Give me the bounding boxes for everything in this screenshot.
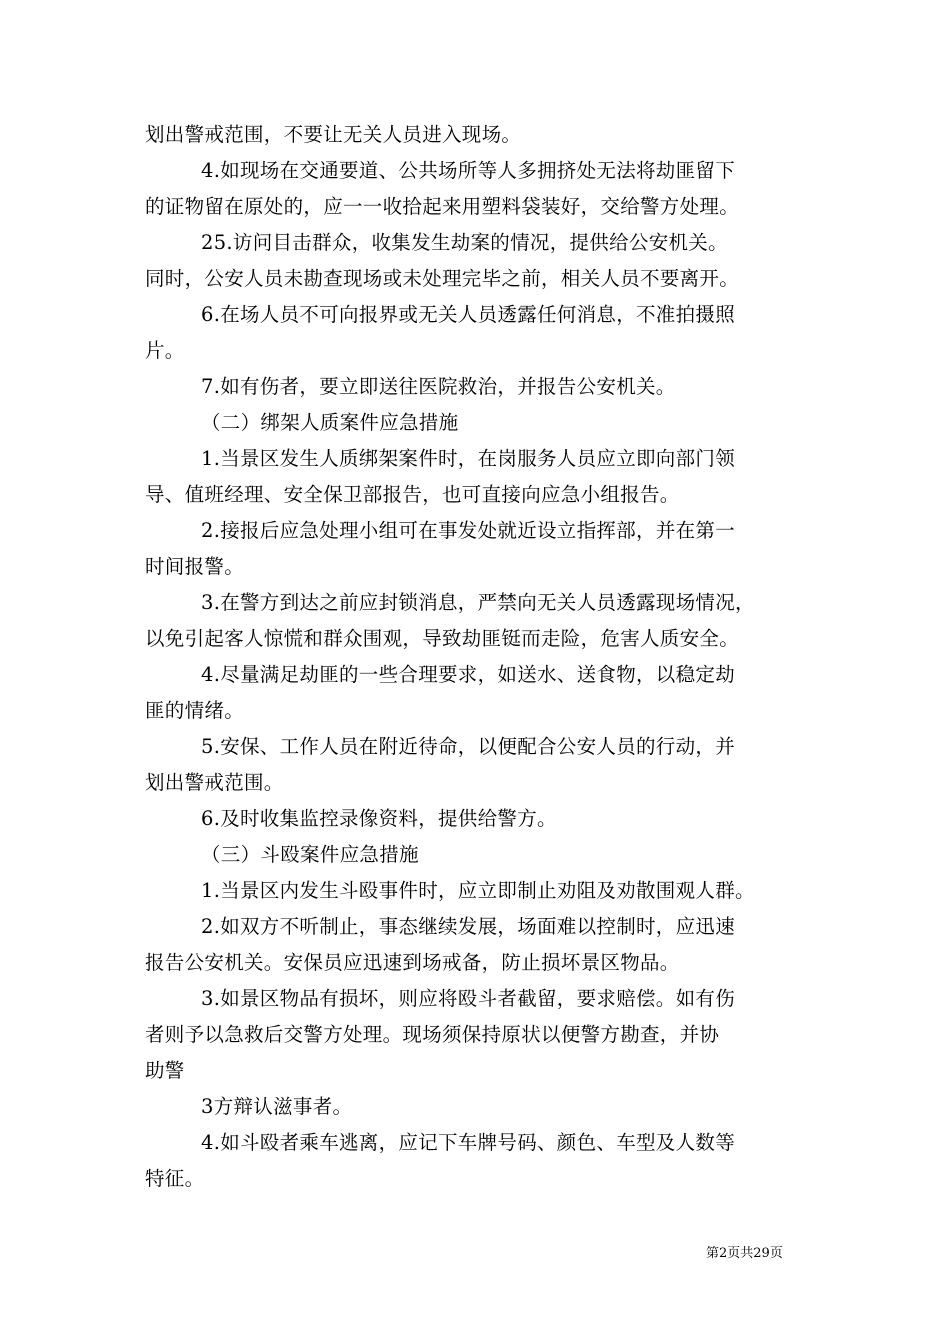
text-line: 划出警戒范围。 [145, 771, 284, 794]
text-line: 者则予以急救后交警方处理。现场须保持原状以便警方勘查，并协 [145, 1023, 720, 1046]
text-line: 的证物留在原处的，应一一收拾起来用塑料袋装好，交给警方处理。 [145, 195, 740, 218]
text-line: 3方辩认滋事者。 [201, 1095, 353, 1118]
text-line: 报告公安机关。安保员应迅速到场戒备，防止损坏景区物品。 [145, 951, 680, 974]
text-line: 片。 [145, 339, 185, 362]
text-line: 6.及时收集监控录像资料，提供给警方。 [201, 807, 557, 830]
text-line: 同时，公安人员未勘查现场或未处理完毕之前，相关人员不要离开。 [145, 267, 740, 290]
text-line: 4.尽量满足劫匪的一些合理要求，如送水、送食物，以稳定劫 [201, 663, 736, 686]
text-line: 特征。 [145, 1167, 205, 1190]
text-line: 2.接报后应急处理小组可在事发处就近设立指挥部，并在第一 [201, 519, 736, 542]
text-line: 助警 [145, 1059, 185, 1082]
text-line: 导、值班经理、安全保卫部报告，也可直接向应急小组报告。 [145, 483, 680, 506]
section-heading: （二）绑架人质案件应急措施 [201, 411, 459, 434]
text-line: 1.当景区发生人质绑架案件时，在岗服务人员应立即向部门领 [201, 447, 736, 470]
text-line: 2.如双方不听制止，事态继续发展，场面难以控制时，应迅速 [201, 915, 736, 938]
text-line: 4.如斗殴者乘车逃离，应记下车牌号码、颜色、车型及人数等 [201, 1131, 736, 1154]
text-line: 3.如景区物品有损坏，则应将殴斗者截留，要求赔偿。如有伤 [201, 987, 736, 1010]
text-line: 6.在场人员不可向报界或无关人员透露任何消息，不准拍摄照 [201, 303, 736, 326]
text-line: 25.访问目击群众，收集发生劫案的情况，提供给公安机关。 [201, 231, 728, 254]
section-heading: （三）斗殴案件应急措施 [201, 843, 419, 866]
text-line: 1.当景区内发生斗殴事件时，应立即制止劝阻及劝散围观人群。 [201, 879, 755, 902]
text-line: 以免引起客人惊慌和群众围观，导致劫匪铤而走险，危害人质安全。 [145, 627, 740, 650]
text-line: 划出警戒范围，不要让无关人员进入现场。 [145, 123, 522, 146]
document-body [145, 117, 815, 1197]
text-line: 5.安保、工作人员在附近待命，以便配合公安人员的行动，并 [201, 735, 736, 758]
text-line: 4.如现场在交通要道、公共场所等人多拥挤处无法将劫匪留下 [201, 159, 736, 182]
text-line: 匪的情绪。 [145, 699, 245, 722]
text-line: 7.如有伤者，要立即送往医院救治，并报告公安机关。 [201, 375, 676, 398]
text-line: 3.在警方到达之前应封锁消息，严禁向无关人员透露现场情况， [201, 591, 755, 614]
page-number-footer: 第2页共29页 [706, 1246, 783, 1261]
text-line: 时间报警。 [145, 555, 245, 578]
